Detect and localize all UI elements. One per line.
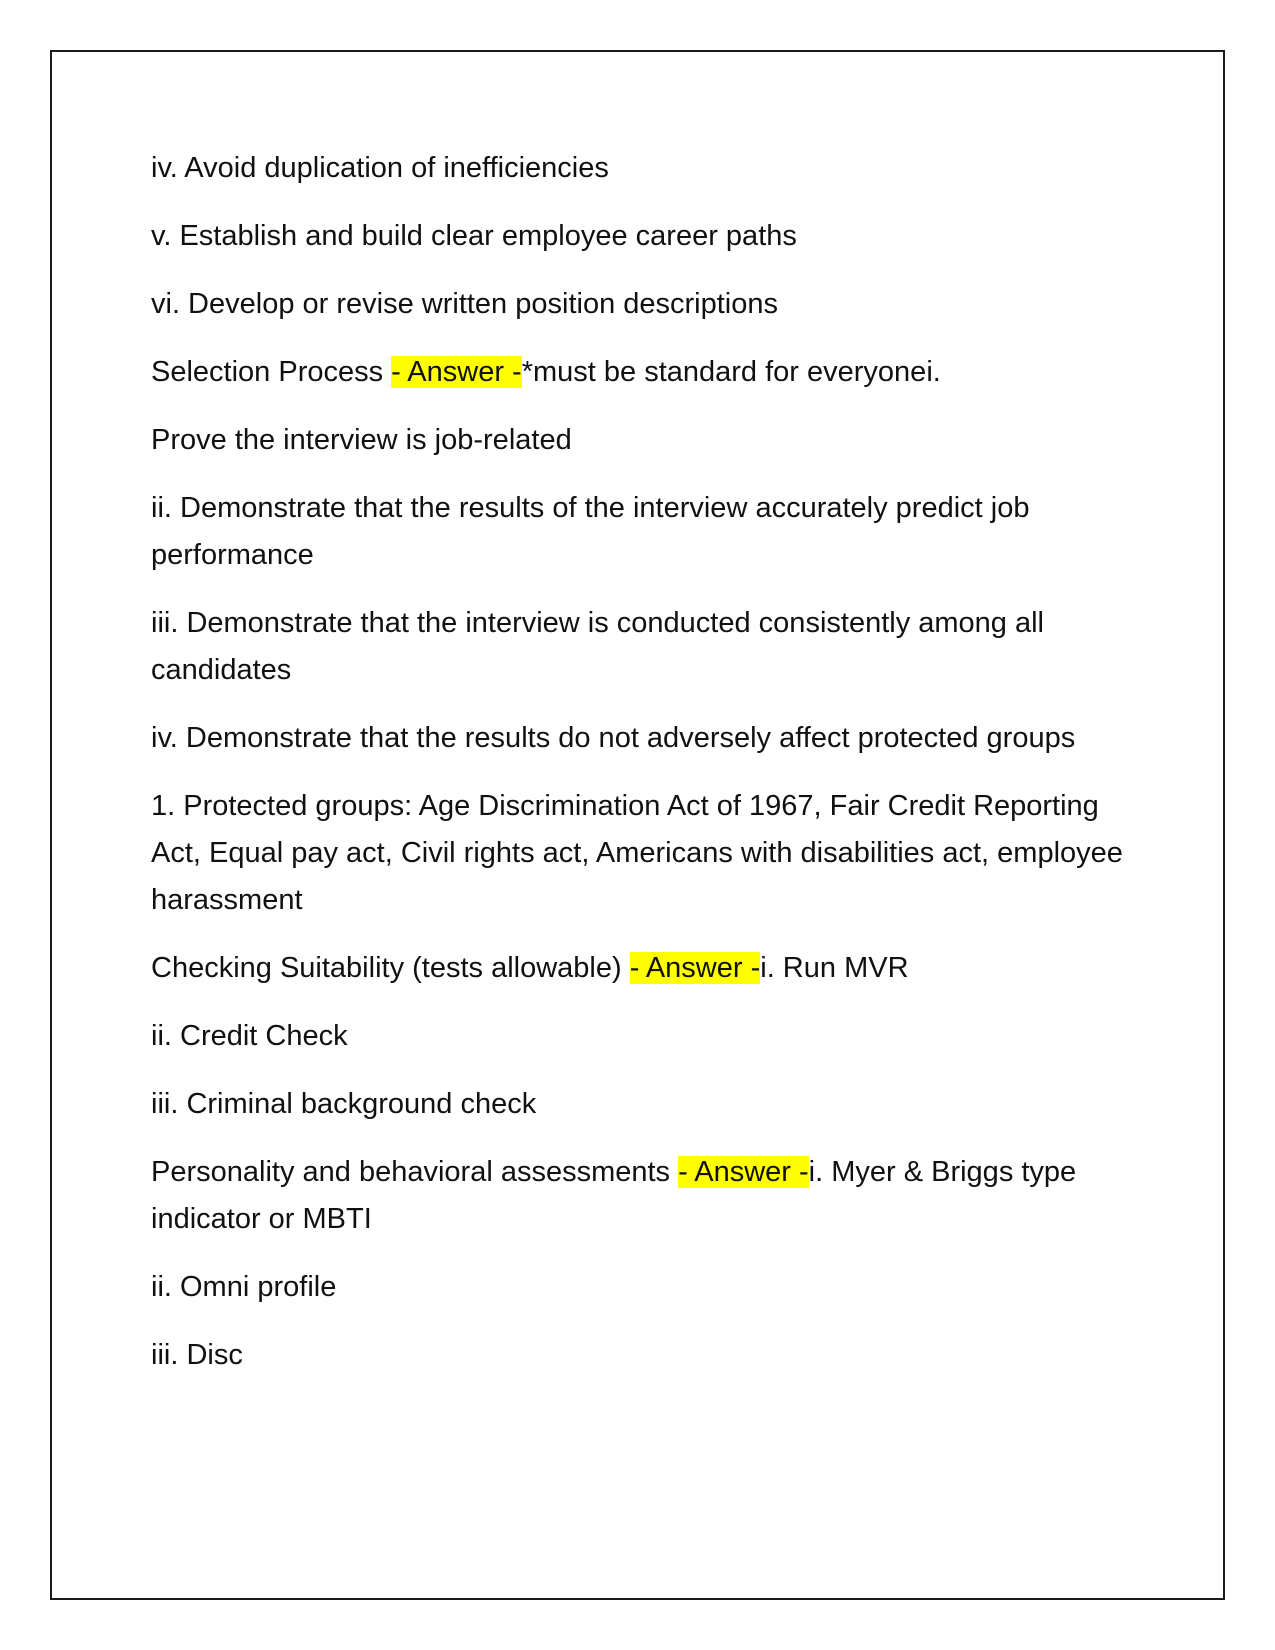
qa-paragraph: [151, 945, 1131, 992]
answer-highlight: - Answer -: [391, 356, 522, 388]
paragraph: iv. Avoid duplication of inefficiencies: [151, 152, 609, 184]
paragraph: iv. Demonstrate that the results do not adversely affect protected groups: [151, 722, 1076, 754]
paragraph: vi. Develop or revise written position descriptions: [151, 288, 778, 320]
answer-highlight: - Answer -: [629, 952, 761, 984]
paragraph: v. Establish and build clear employee career paths: [151, 220, 797, 252]
answer-text: i. Run MVR: [760, 952, 909, 984]
qa-paragraph: [151, 349, 1131, 396]
question-text: Selection Process: [151, 356, 392, 388]
document-body: [151, 145, 1131, 1400]
paragraph: 1. Protected groups: Age Discrimination Act of 1967, Fair Credit Reporting Act, Equal pay act, Civil rights act, Americans with disabilities act, employee harassment: [151, 790, 1123, 916]
paragraph: ii. Credit Check: [151, 1020, 348, 1052]
answer-text: i. Myer & Briggs type indicator or MBTI: [151, 1156, 1077, 1235]
paragraph: iii. Demonstrate that the interview is conducted consistently among all candidates: [151, 607, 1044, 686]
question-text: Personality and behavioral assessments: [151, 1156, 679, 1188]
question-text: Checking Suitability (tests allowable): [151, 952, 630, 984]
answer-text: *must be standard for everyonei.: [521, 356, 941, 388]
answer-highlight: - Answer -: [678, 1156, 809, 1188]
paragraph: ii. Demonstrate that the results of the interview accurately predict job performance: [151, 492, 1030, 571]
qa-paragraph: [151, 1149, 1131, 1243]
paragraph: iii. Criminal background check: [151, 1088, 537, 1120]
paragraph: Prove the interview is job-related: [151, 424, 572, 456]
paragraph: ii. Omni profile: [151, 1271, 337, 1303]
paragraph: iii. Disc: [151, 1339, 243, 1371]
